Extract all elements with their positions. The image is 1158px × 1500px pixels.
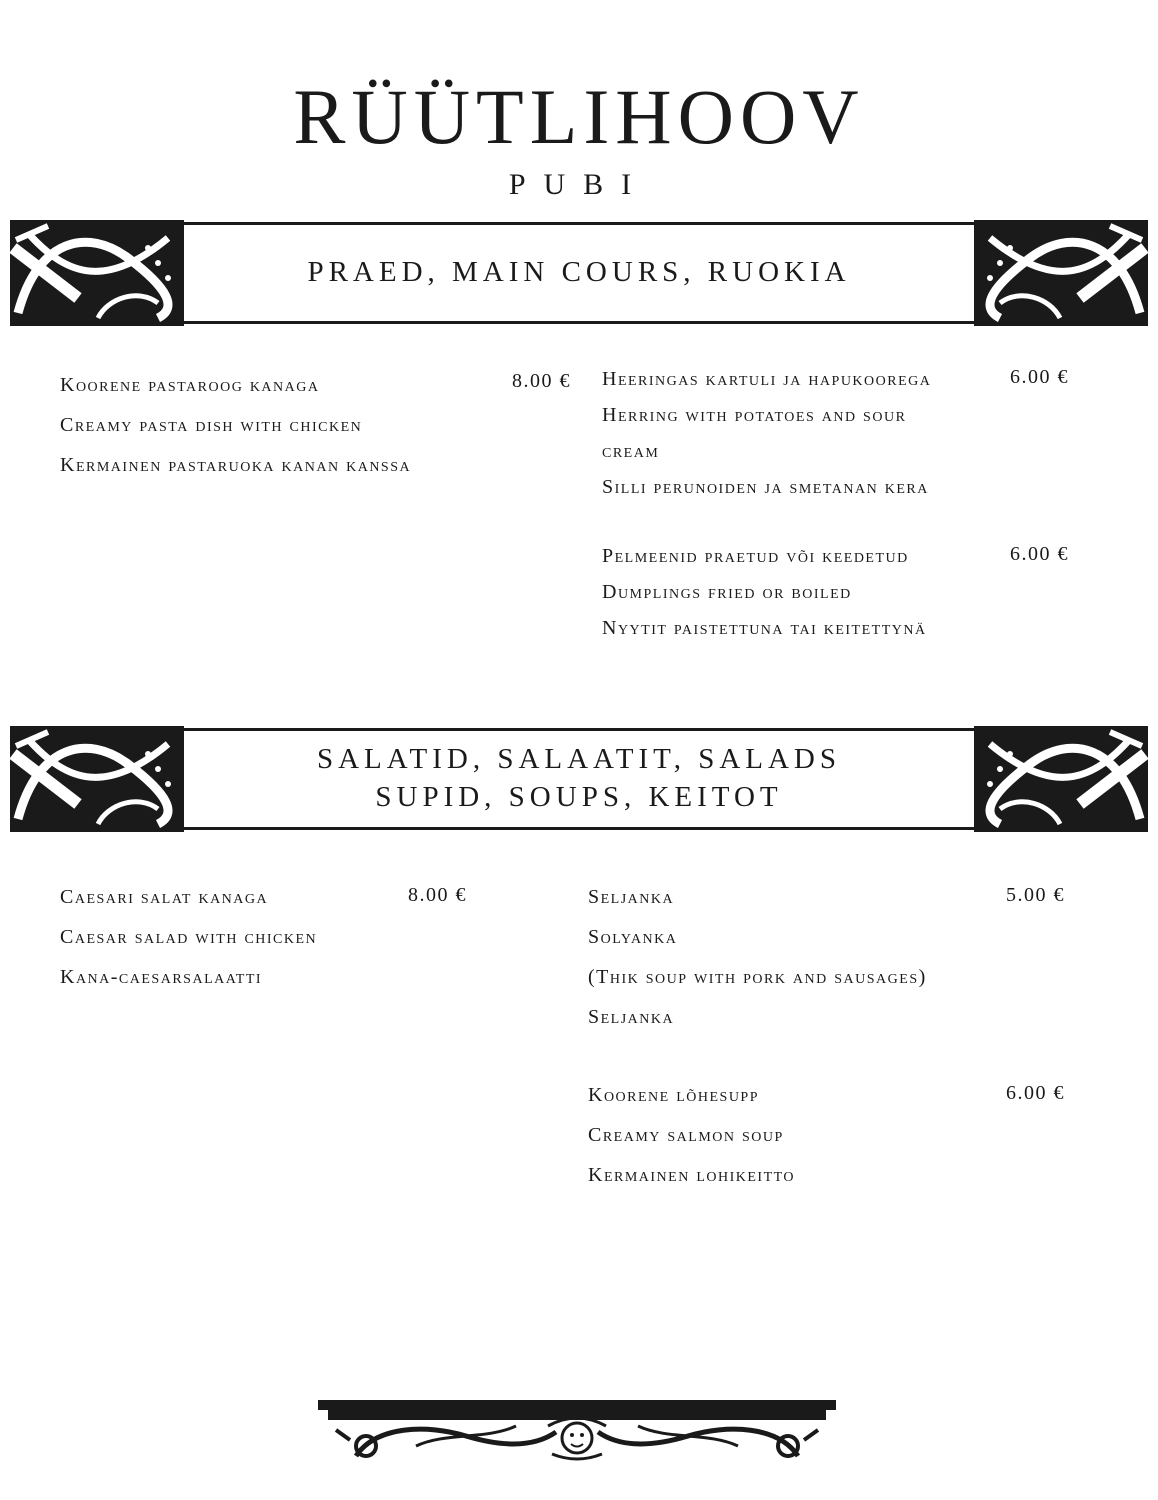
item-price: 6.00 € xyxy=(1006,1082,1065,1104)
section-banner-salads-soups xyxy=(8,724,1150,834)
knot-ornament-icon xyxy=(8,218,186,328)
item-name-fi: Kermainen pastaruoka kanan kanssa xyxy=(60,454,412,476)
restaurant-title: RÜÜTLIHOOV xyxy=(293,73,865,160)
item-name-en: Dumplings fried or boiled xyxy=(602,581,852,603)
item-name-en: Creamy pasta dish with chicken xyxy=(60,414,363,436)
item-name-et: Koorene pastaroog kanaga xyxy=(60,374,320,396)
mask-scroll-ornament-icon xyxy=(316,1396,838,1466)
item-name-et: Caesari salat kanaga xyxy=(60,886,269,908)
item-name-en: Caesar salad with chicken xyxy=(60,926,318,948)
item-name-fi: Silli perunoiden ja smetanan kera xyxy=(602,476,929,498)
section-heading xyxy=(178,724,980,834)
section-heading-line: PRAED, MAIN COURS, RUOKIA xyxy=(307,256,851,289)
item-price: 8.00 € xyxy=(512,370,571,392)
item-price: 6.00 € xyxy=(1010,366,1069,388)
item-name-en: Solyanka xyxy=(588,926,678,948)
section-heading-line: SALATID, SALAATIT, SALADS xyxy=(316,743,842,776)
item-name-fi: Nyytit paistettuna tai keitettynä xyxy=(602,617,927,639)
knot-ornament-icon xyxy=(972,218,1150,328)
item-name-fi: Kana-caesarsalaatti xyxy=(60,966,263,988)
item-description: (Thik soup with pork and sausages) xyxy=(588,966,927,988)
section-banner-main-courses xyxy=(8,218,1150,328)
section-heading xyxy=(178,218,980,328)
item-name-fi: Kermainen lohikeitto xyxy=(588,1164,796,1186)
item-price: 5.00 € xyxy=(1006,884,1065,906)
knot-ornament-icon xyxy=(972,724,1150,834)
knot-ornament-icon xyxy=(8,724,186,834)
item-name-et: Heeringas kartuli ja hapukoorega xyxy=(602,368,932,390)
item-name-et: Koorene lõhesupp xyxy=(588,1084,760,1106)
section-heading-line: SUPID, SOUPS, KEITOT xyxy=(375,781,783,813)
item-price: 8.00 € xyxy=(408,884,467,906)
item-price: 6.00 € xyxy=(1010,543,1069,565)
item-name-et: Pelmeenid praetud või keedetud xyxy=(602,545,909,567)
item-name-et: Seljanka xyxy=(588,886,675,908)
item-name-en: Creamy salmon soup xyxy=(588,1124,784,1146)
item-name-en: Herring with potatoes and sour xyxy=(602,404,907,426)
item-name-en-cont: cream xyxy=(602,440,660,462)
restaurant-subtitle: PUBI xyxy=(508,168,650,201)
item-name-fi: Seljanka xyxy=(588,1006,675,1028)
